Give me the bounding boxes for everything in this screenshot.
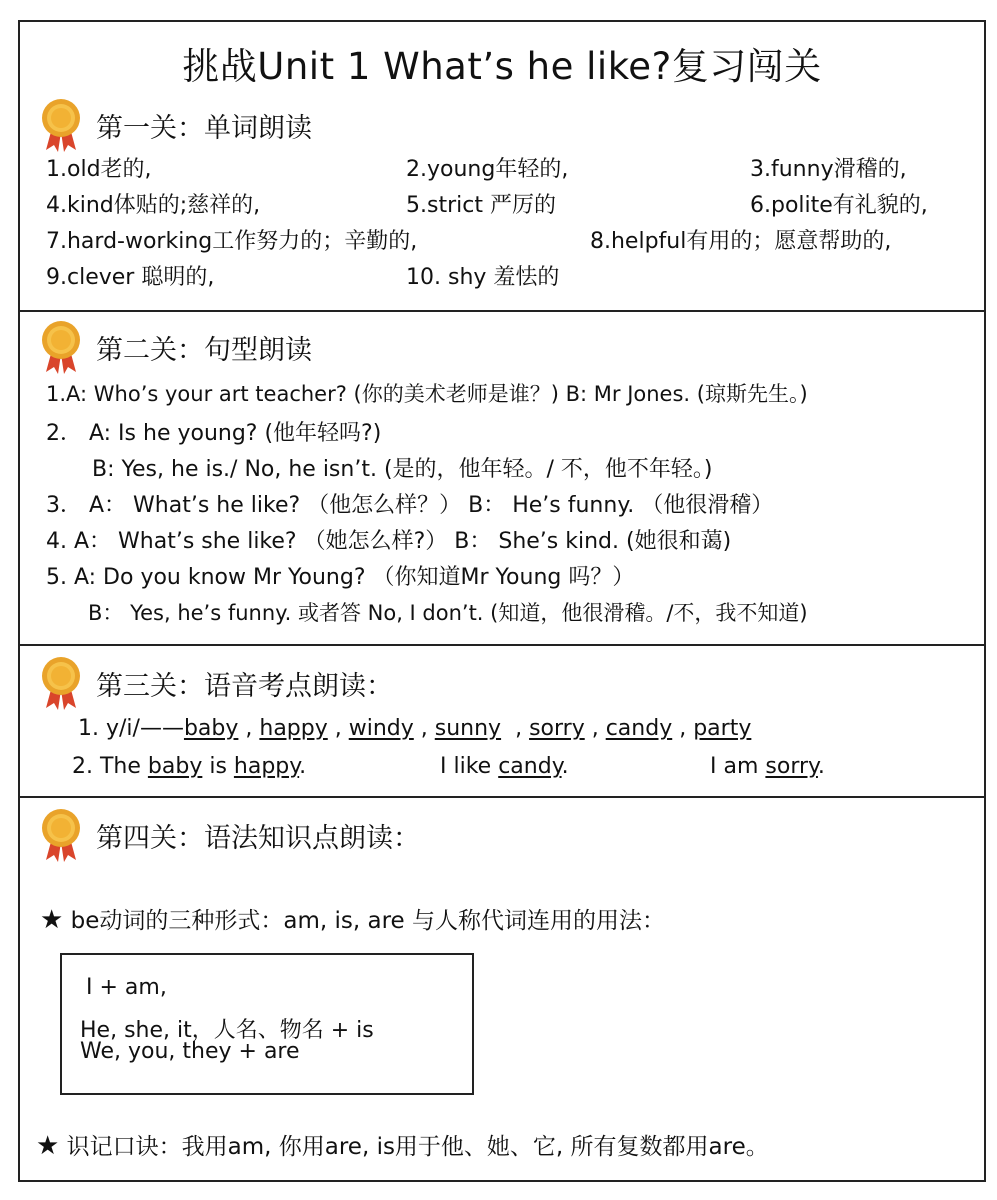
word-item: 10. shy 羞怯的	[406, 265, 560, 290]
worksheet	[18, 20, 986, 1182]
section-words	[20, 90, 984, 310]
box-line: We, you, they + are	[80, 1039, 300, 1064]
phonics-word: baby	[183, 716, 239, 741]
section-phonics	[20, 644, 984, 798]
sentence-line: 3． A： What’s he like? （他怎么样？） B： He’s funny. （他很滑稽）	[46, 493, 774, 518]
word-item: 6.polite有礼貌的,	[750, 193, 928, 218]
grammar-rule-text: be动词的三种形式：am, is, are 与人称代词连用的用法：	[70, 908, 665, 934]
phonics-word: sorry	[529, 716, 585, 741]
phonics-sentence-2	[440, 754, 569, 779]
mnemonic-line	[36, 1128, 769, 1161]
text-fragment: .	[817, 754, 825, 779]
word-item: 8.helpful有用的；愿意帮助的,	[590, 229, 892, 254]
phonics-sentence-3	[710, 754, 825, 779]
sentence-line: 4. A： What’s she like? （她怎么样?） B： She’s kind. (她很和蔼)	[46, 529, 732, 554]
phonics-word: baby	[147, 754, 203, 779]
phonics-word: happy	[259, 716, 328, 741]
medal-icon	[40, 320, 82, 374]
text-fragment: is	[202, 754, 234, 779]
phonics-word: happy	[233, 754, 300, 779]
text-fragment: I am	[710, 754, 766, 779]
medal-icon	[40, 808, 82, 862]
text-fragment: .	[561, 754, 569, 779]
section-grammar	[20, 796, 984, 1184]
word-item: 1.old老的,	[46, 157, 152, 182]
phonics-word-line: 1. y/i/——baby , happy , windy , sunny , sorry , candy , party	[78, 716, 752, 741]
word-item: 4.kind体贴的;慈祥的,	[46, 193, 261, 218]
medal-icon	[40, 656, 82, 710]
phonics-word: sunny	[434, 716, 502, 741]
word-item: 2.young年轻的,	[406, 157, 569, 182]
sentence-line: 2． A: Is he young? (他年轻吗?)	[46, 421, 382, 446]
section-title: 第四关：语法知识点朗读：	[96, 823, 420, 854]
medal-icon	[40, 98, 82, 152]
page-title: 挑战Unit 1 What’s he like?复习闯关	[182, 45, 822, 88]
sentence-line: B： Yes, he’s funny. 或者答 No, I don’t. (知道，他很滑稽。/不，我不知道)	[88, 601, 808, 625]
sentence-line: 5. A: Do you know Mr Young? （你知道Mr Young 吗？）	[46, 565, 635, 590]
grammar-rule-line	[40, 902, 665, 935]
box-line: I + am,	[86, 975, 167, 1000]
word-item: 9.clever 聪明的,	[46, 265, 215, 290]
phonics-word: windy	[348, 716, 414, 741]
sentence-line: 1.A: Who’s your art teacher? (你的美术老师是谁？) B: Mr Jones. (琼斯先生。)	[46, 382, 808, 406]
word-item: 5.strict 严厉的	[406, 193, 556, 218]
section-sentences	[20, 310, 984, 646]
sentence-line: B: Yes, he is./ No, he isn’t. (是的，他年轻。/ 不，他不年轻。)	[92, 457, 713, 482]
word-item: 7.hard-working工作努力的；辛勤的,	[46, 229, 418, 254]
text-fragment: I like	[440, 754, 499, 779]
text-fragment: .	[299, 754, 307, 779]
phonics-prefix: 1. y/i/——	[78, 716, 184, 741]
section-title: 第一关：单词朗读	[96, 113, 312, 144]
text-fragment: 2. The	[72, 754, 148, 779]
mnemonic-text: 识记口诀：我用am, 你用are, is用于他、她、它, 所有复数都用are。	[66, 1134, 769, 1160]
section-title: 第二关：句型朗读	[96, 335, 312, 366]
phonics-word: party	[693, 716, 752, 741]
word-item: 3.funny滑稽的,	[750, 157, 907, 182]
section-title: 第三关：语音考点朗读：	[96, 671, 393, 702]
phonics-word: candy	[605, 716, 673, 741]
star-icon: ★	[36, 1131, 60, 1161]
phonics-word: sorry	[765, 754, 818, 779]
phonics-word: candy	[498, 754, 562, 779]
star-icon: ★	[40, 905, 64, 935]
phonics-sentence-1	[72, 754, 306, 779]
grammar-box	[60, 953, 474, 1095]
box-line: He, she, it，人名、物名 + is	[80, 1018, 374, 1043]
